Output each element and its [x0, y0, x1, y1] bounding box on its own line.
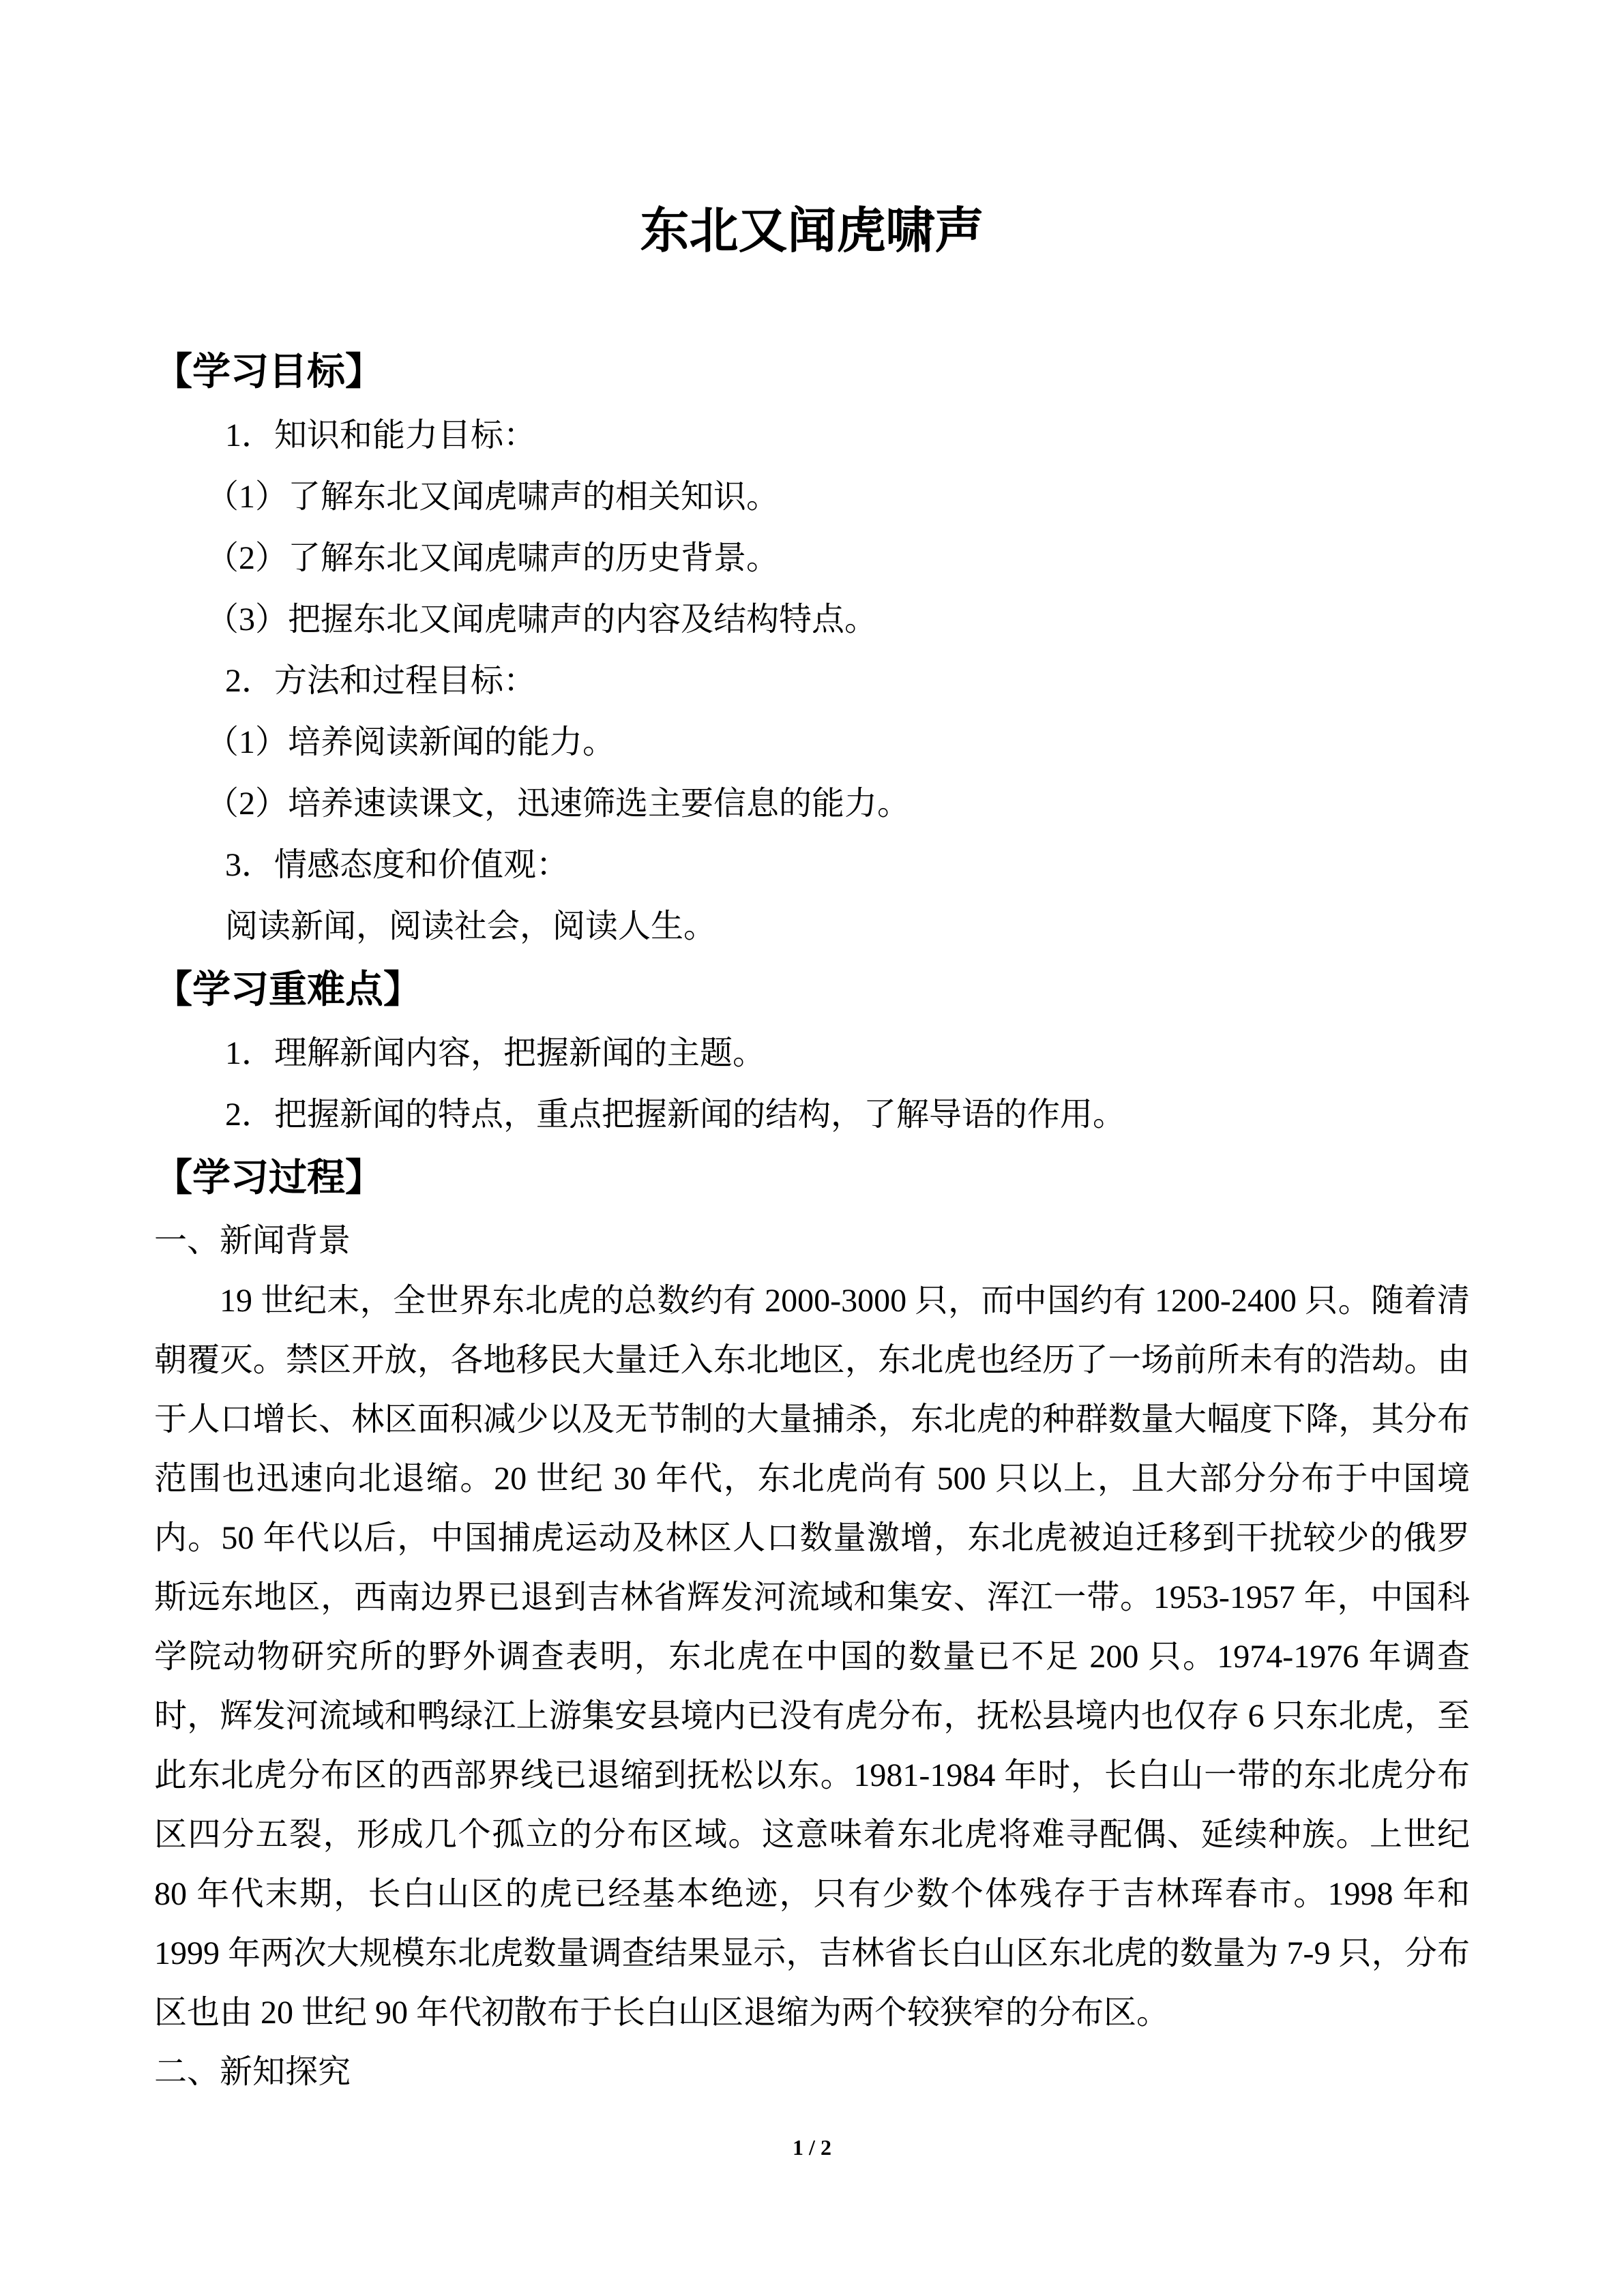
objective-item: 2．方法和过程目标： [225, 663, 537, 699]
page-number: 1 / 2 [793, 2135, 831, 2160]
objective-subitem: （1）培养阅读新闻的能力。 [206, 724, 616, 760]
objective-item: 阅读新闻，阅读社会，阅读人生。 [225, 908, 717, 944]
document-title: 东北又闻虎啸声 [640, 204, 984, 258]
objective-item: 3．情感态度和价值观： [225, 847, 570, 883]
objective-item: 1．知识和能力目标： [225, 417, 537, 453]
objective-subitem: （2）了解东北又闻虎啸声的历史背景。 [206, 540, 780, 576]
objective-subitem: （3）把握东北又闻虎啸声的内容及结构特点。 [206, 601, 878, 638]
section-heading-process: 【学习过程】 [154, 1157, 383, 1199]
section-heading-objectives: 【学习目标】 [154, 351, 383, 393]
section-heading-key-points: 【学习重难点】 [154, 969, 422, 1011]
key-point-item: 2．把握新闻的特点，重点把握新闻的结构，了解导语的作用。 [225, 1097, 1126, 1133]
objective-subitem: （1）了解东北又闻虎啸声的相关知识。 [206, 479, 780, 515]
section-learning-objectives [154, 340, 1470, 957]
objective-subitem: （2）培养速读课文，迅速筛选主要信息的能力。 [206, 786, 911, 822]
section-key-points [154, 957, 1470, 1146]
news-background-paragraph: 19 世纪末，全世界东北虎的总数约有 2000-3000 只，而中国约有 1200-2400 只。随着清朝覆灭。禁区开放，各地移民大量迁入东北地区，东北虎也经历了一场前所未有的浩劫。由于人口增长、林区面积减少以及无节制的大量捕杀，东北虎的种群数量大幅度下降，其分布范围也迅速向北退缩。20 世纪 30 年代，东北虎尚有 500 只以上，且大部分分布于中国境内。50 年代以后，中国捕虎运动及林区人口数量激增，东北虎被迫迁移到干扰较少的俄罗斯远东地区，西南边界已退到吉林省辉发河流域和集安、浑江一带。1953-1957 年，中国科学院动物研究所的野外调查表明，东北虎在中国的数量已不足 200 只。1974-1976 年调查时，辉发河流域和鸭绿江上游集安县境内已没有虎分布，抚松县境内也仅存 6 只东北虎，至此东北虎分布区的西部界线已退缩到抚松以东。1981-1984 年时，长白山一带的东北虎分布区四分五裂，形成几个孤立的分布区域。这意味着东北虎将难寻配偶、延续种族。上世纪 80 年代末期，长白山区的虎已经基本绝迹，只有少数个体残存于吉林珲春市。1998 年和 1999 年两次大规模东北虎数量调查结果显示，吉林省长白山区东北虎的数量为 7-9 只，分布区也由 20 世纪 90 年代初散布于长白山区退缩为两个较狭窄的分布区。 [154, 1283, 1470, 2031]
subheading-new-knowledge: 二、新知探究 [154, 2054, 351, 2090]
section-learning-process [154, 1146, 1470, 2102]
key-point-item: 1．理解新闻内容，把握新闻的主题。 [225, 1035, 766, 1071]
subheading-news-background: 一、新闻背景 [154, 1223, 351, 1259]
